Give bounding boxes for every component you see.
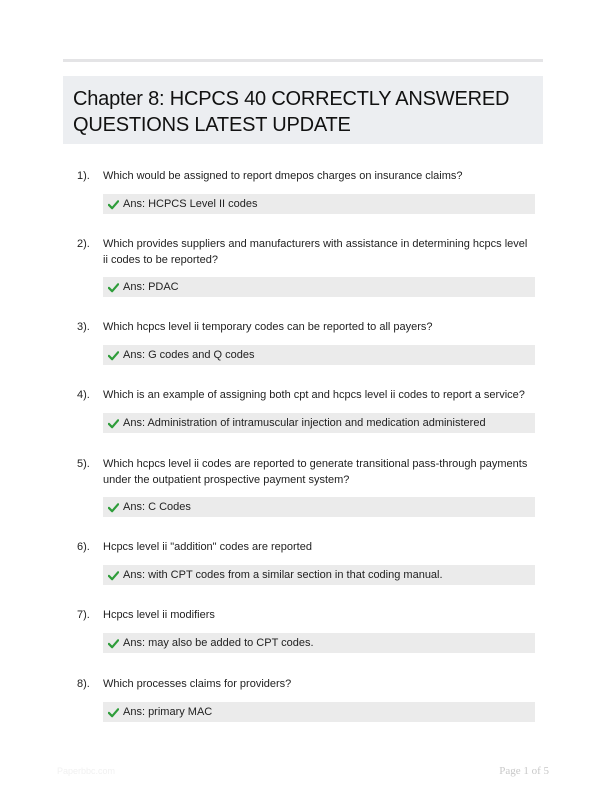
page-title: Chapter 8: HCPCS 40 CORRECTLY ANSWERED QUESTIONS LATEST UPDATE — [73, 88, 510, 136]
answer-text: Ans: primary MAC — [123, 706, 213, 718]
answer-text: Ans: with CPT codes from a similar section in that coding manual. — [123, 569, 443, 581]
answer-box — [103, 565, 535, 585]
answer-box — [103, 277, 535, 297]
question-number: 3). — [77, 321, 90, 333]
question-text: Which provides suppliers and manufacturers with assistance in determining hcpcs level ii codes to be reported? — [103, 238, 528, 266]
answer-box — [103, 194, 535, 214]
question-number: 2). — [77, 238, 90, 250]
answer-text: Ans: C Codes — [123, 501, 191, 513]
top-divider — [63, 59, 543, 62]
answer-text: Ans: may also be added to CPT codes. — [123, 637, 314, 649]
question-text: Which hcpcs level ii codes are reported to generate transitional pass-through payments under the outpatient prospective payment system? — [103, 458, 528, 486]
checkmark-icon — [108, 570, 119, 581]
answer-box — [103, 702, 535, 722]
checkmark-icon — [108, 282, 119, 293]
answer-box — [103, 633, 535, 653]
question-text: Which processes claims for providers? — [103, 678, 292, 690]
footer-watermark: Paperbbc.com — [57, 766, 116, 776]
question-number: 5). — [77, 458, 90, 470]
question-number: 7). — [77, 609, 90, 621]
checkmark-icon — [108, 707, 119, 718]
question-text: Which hcpcs level ii temporary codes can be reported to all payers? — [103, 321, 433, 333]
answer-box — [103, 413, 535, 433]
title-banner — [63, 76, 543, 144]
answer-box — [103, 497, 535, 517]
question-text: Hcpcs level ii modifiers — [103, 609, 215, 621]
answer-box — [103, 345, 535, 365]
answer-text: Ans: G codes and Q codes — [123, 349, 255, 361]
question-number: 8). — [77, 678, 90, 690]
answer-text: Ans: PDAC — [123, 281, 179, 293]
question-number: 6). — [77, 541, 90, 553]
checkmark-icon — [108, 350, 119, 361]
question-number: 4). — [77, 389, 90, 401]
checkmark-icon — [108, 638, 119, 649]
question-text: Which is an example of assigning both cpt and hcpcs level ii codes to report a service? — [103, 389, 525, 401]
question-text: Which would be assigned to report dmepos charges on insurance claims? — [103, 170, 463, 182]
question-number: 1). — [77, 170, 90, 182]
checkmark-icon — [108, 502, 119, 513]
page-number: Page 1 of 5 — [499, 765, 549, 777]
checkmark-icon — [108, 418, 119, 429]
answer-text: Ans: HCPCS Level II codes — [123, 198, 258, 210]
question-text: Hcpcs level ii "addition" codes are reported — [103, 541, 312, 553]
answer-text: Ans: Administration of intramuscular injection and medication administered — [123, 417, 486, 429]
checkmark-icon — [108, 199, 119, 210]
